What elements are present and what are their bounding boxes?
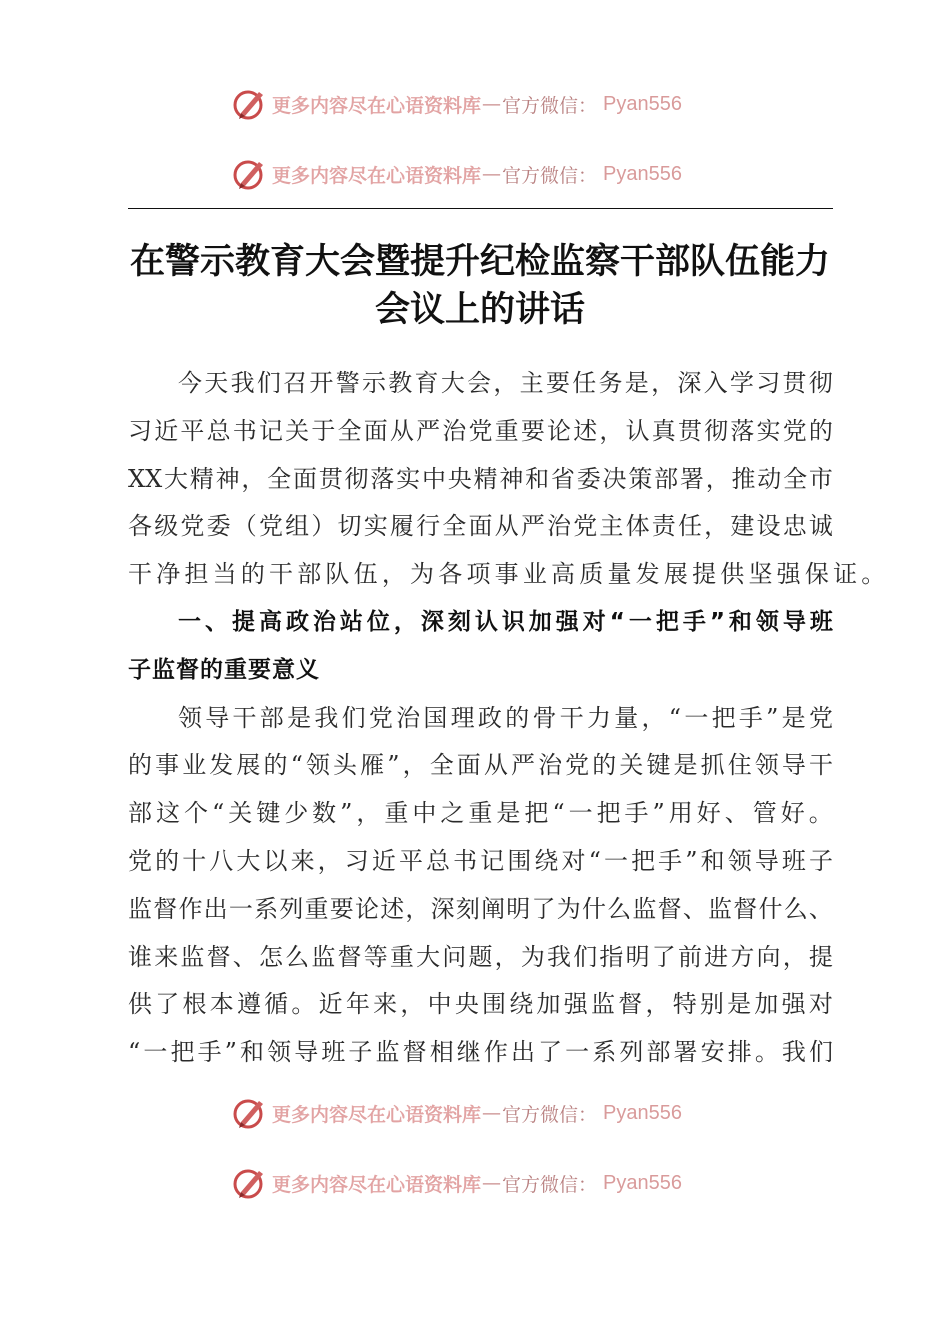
body-text-line: 部 这 个 “ 关 键 少 数 ” ， 重 中 之 重 是 把 “ 一 把 手 ” 用 好 、 管 好 。	[128, 799, 833, 828]
body-text-line: 监 督 作 出 一 系 列 重 要 论 述 ， 深 刻 阐 明 了 为 什 么 监 督 、 监 督 什 么 、	[128, 894, 833, 923]
pen-logo-icon	[232, 86, 268, 122]
body-text-line: 各 级 党 委 （ 党 组 ） 切 实 履 行 全 面 从 严 治 党 主 体 责 任 ， 建 设 忠 诚	[128, 512, 833, 541]
watermark-main-text: 更多内容尽在心语资料库	[272, 94, 482, 117]
watermark-top-1	[232, 86, 682, 122]
watermark-main-text: 更多内容尽在心语资料库	[272, 1103, 482, 1126]
watermark-wechat-id: Pyan556	[603, 1171, 682, 1194]
title-line-2: 会议上的讲话	[374, 290, 585, 330]
watermark-top-2	[232, 156, 682, 192]
header-divider	[128, 208, 833, 209]
watermark-bottom-1	[232, 1095, 682, 1131]
watermark-tail-text: 官方微信：	[502, 164, 598, 187]
body-text-line: 今 天 我 们 召 开 警 示 教 育 大 会 ， 主 要 任 务 是 ， 深 入 学 习 贯 彻	[178, 369, 833, 397]
watermark-wechat-id: Pyan556	[603, 1101, 682, 1124]
pen-logo-icon	[232, 1165, 268, 1201]
body-text-line: 供 了 根 本 遵 循 。 近 年 来 ， 中 央 围 绕 加 强 监 督 ， 特 别 是 加 强 对	[128, 990, 833, 1019]
title-line-1: 在警示教育大会暨提升纪检监察干部队伍能力	[129, 242, 830, 282]
pen-logo-icon	[232, 1095, 268, 1131]
watermark-tail-text: 官方微信：	[502, 94, 598, 117]
watermark-wechat-id: Pyan556	[603, 162, 682, 185]
body-text-line: 习 近 平 总 书 记 关 于 全 面 从 严 治 党 重 要 论 述 ， 认 真 贯 彻 落 实 党 的	[128, 416, 833, 445]
watermark-wechat-id: Pyan556	[603, 92, 682, 115]
pen-logo-icon	[232, 156, 268, 192]
watermark-dash: —	[482, 163, 502, 185]
body-text-line: 党 的 十 八 大 以 来 ， 习 近 平 总 书 记 围 绕 对 “ 一 把 手 ” 和 领 导 班 子	[128, 846, 833, 875]
body-text-line: XX 大 精 神 ， 全 面 贯 彻 落 实 中 央 精 神 和 省 委 决 策 部 署 ， 推 动 全 市	[128, 464, 833, 493]
watermark-main-text: 更多内容尽在心语资料库	[272, 1173, 482, 1196]
watermark-dash: —	[482, 1102, 502, 1124]
section-heading-line: 一 、 提 高 政 治 站 位 ， 深 刻 认 识 加 强 对 “ 一 把 手 ” 和 领 导 班	[178, 608, 833, 635]
body-text-line: 领 导 干 部 是 我 们 党 治 国 理 政 的 骨 干 力 量 ， “ 一 把 手 ” 是 党	[178, 703, 833, 732]
body-text-line: “ 一 把 手 ” 和 领 导 班 子 监 督 相 继 作 出 了 一 系 列 部 署 安 排 。 我 们	[128, 1038, 833, 1067]
watermark-dash: —	[482, 93, 502, 115]
document-body	[128, 360, 890, 1077]
watermark-main-text: 更多内容尽在心语资料库	[272, 164, 482, 187]
document-title	[110, 238, 850, 334]
watermark-bottom-2	[232, 1165, 682, 1201]
watermark-dash: —	[482, 1172, 502, 1194]
watermark-tail-text: 官方微信：	[502, 1173, 598, 1196]
watermark-tail-text: 官方微信：	[502, 1103, 598, 1126]
section-heading-line: 子 监 督 的 重 要 意 义	[128, 656, 320, 683]
body-text-line: 的 事 业 发 展 的 “ 领 头 雁 ” ， 全 面 从 严 治 党 的 关 键 是 抓 住 领 导 干	[128, 751, 833, 780]
body-text-line: 谁 来 监 督 、 怎 么 监 督 等 重 大 问 题 ， 为 我 们 指 明 了 前 进 方 向 ， 提	[128, 942, 833, 971]
body-text-line: 干 净 担 当 的 干 部 队 伍 ， 为 各 项 事 业 高 质 量 发 展 提 供 坚 强 保 证 。	[128, 560, 890, 589]
